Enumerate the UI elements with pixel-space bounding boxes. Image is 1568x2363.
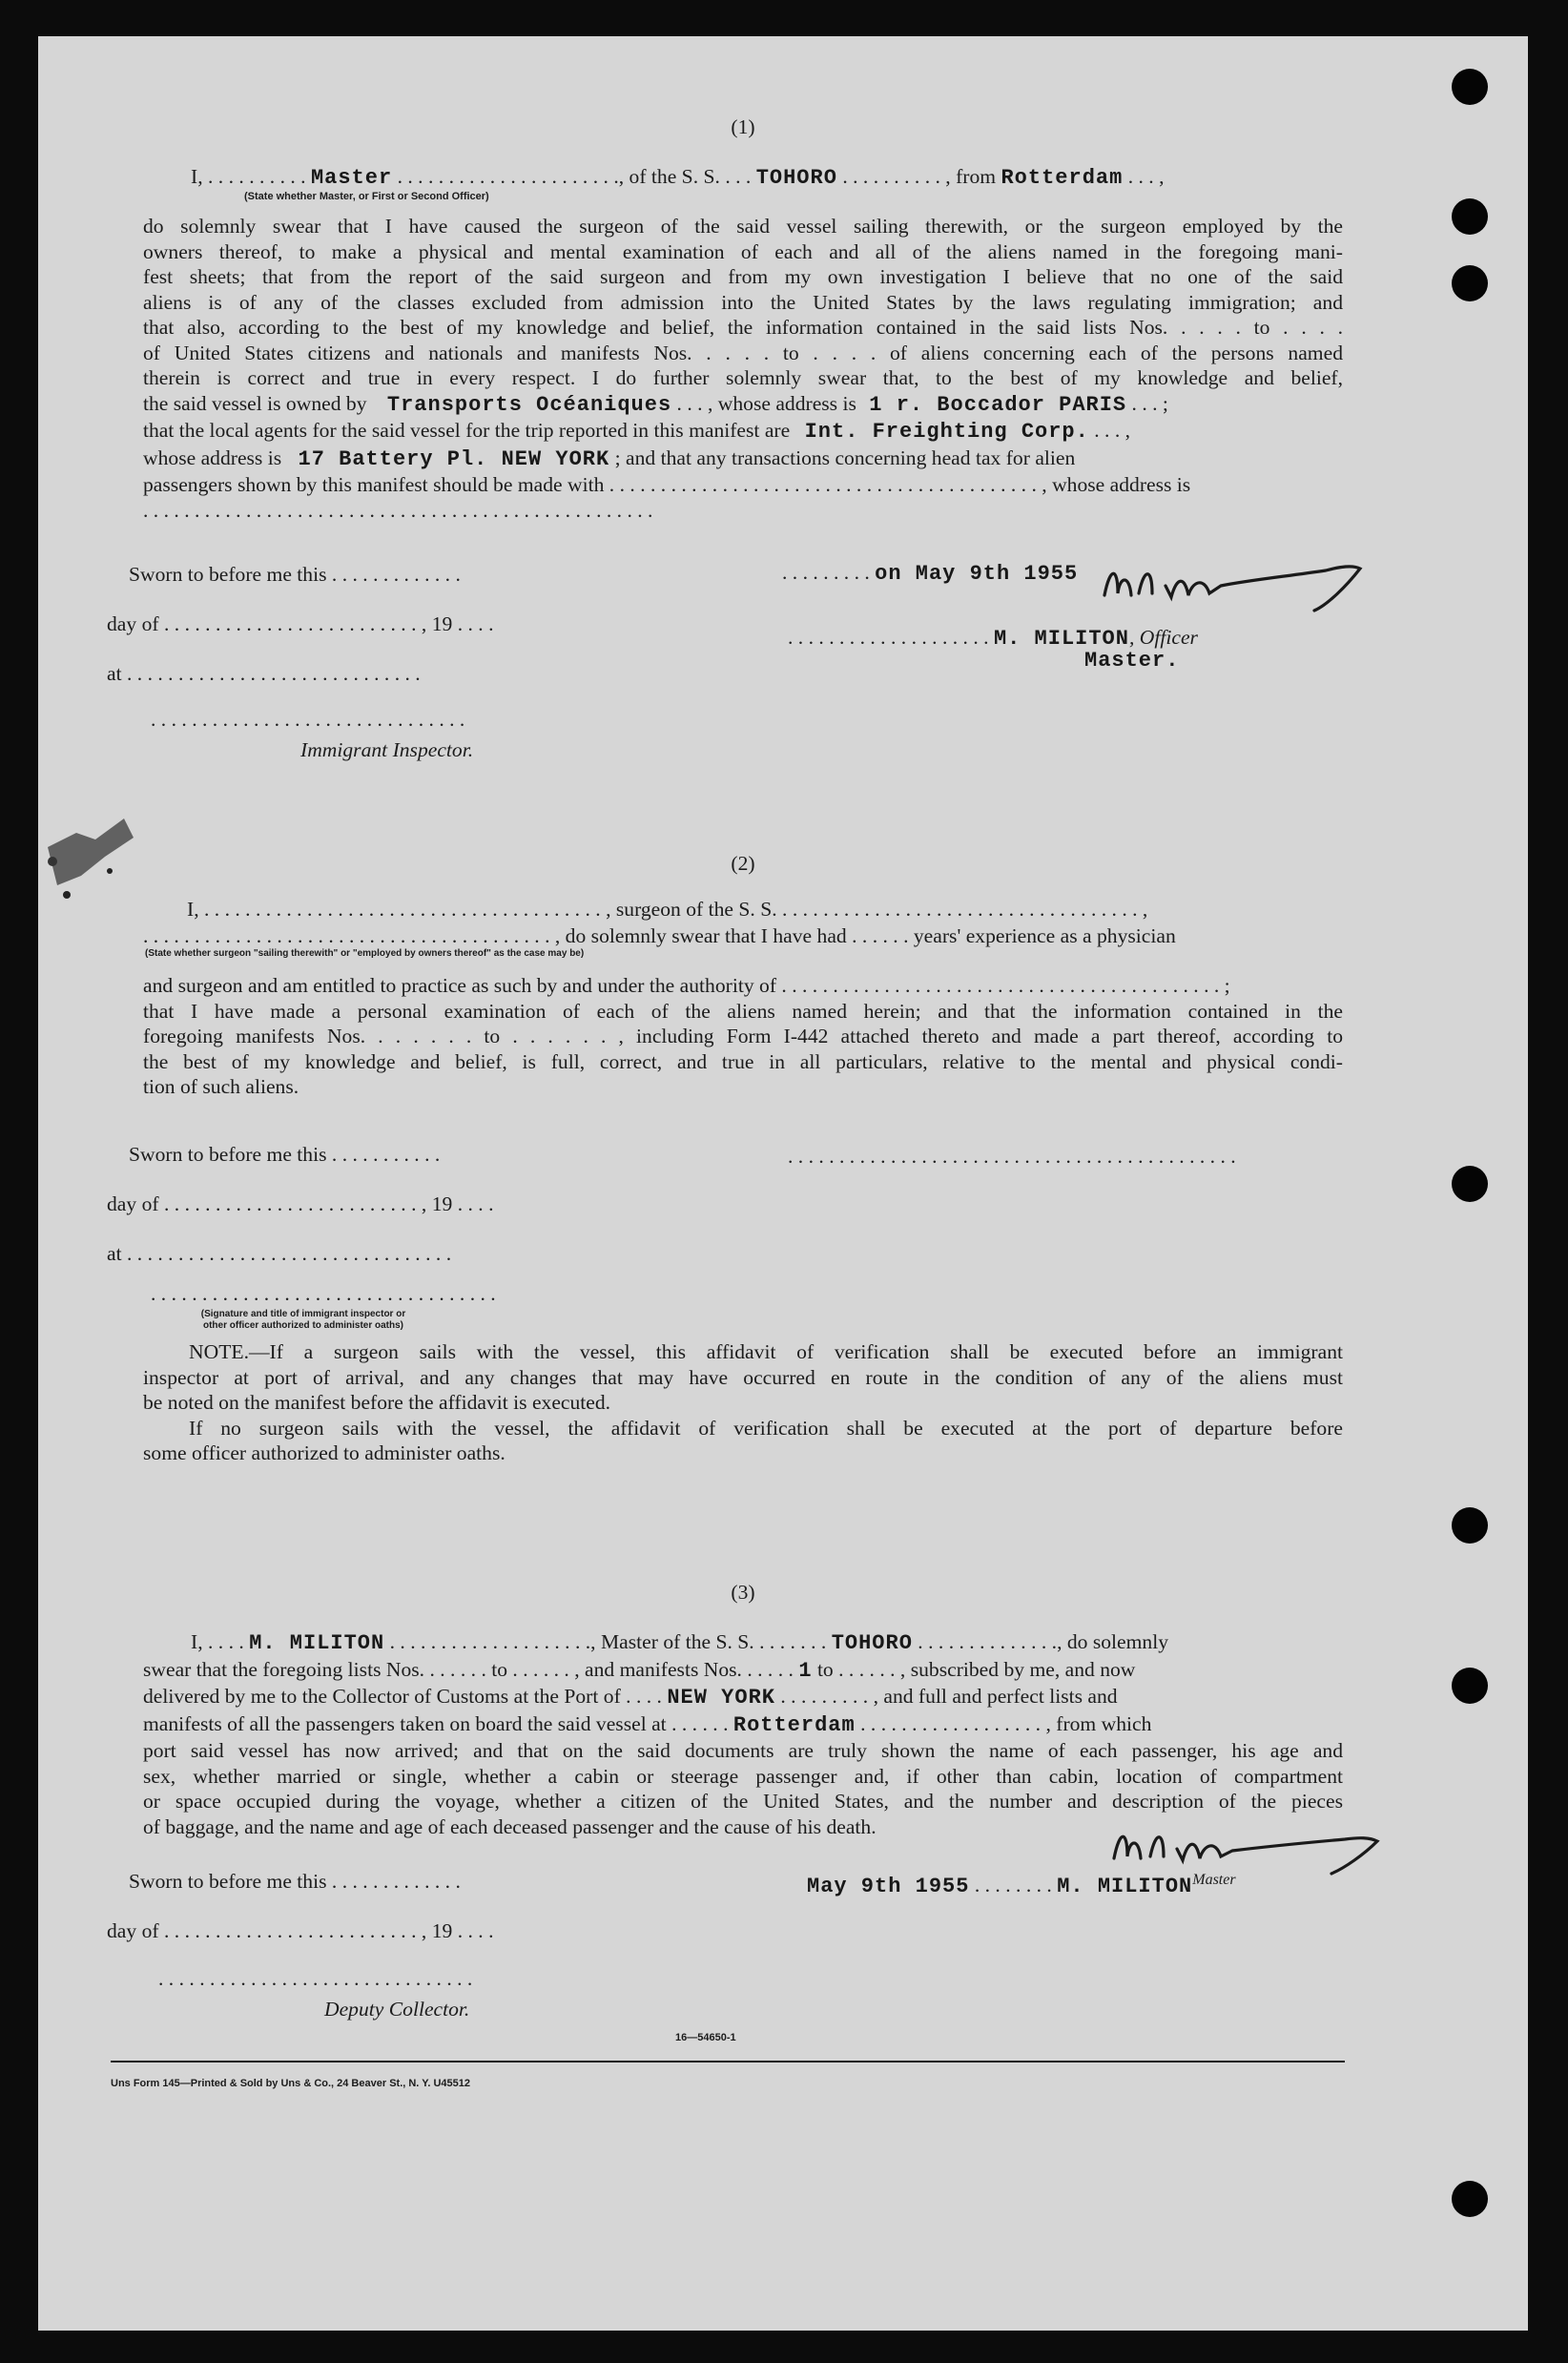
day-of-label: day of: [107, 612, 159, 635]
oath-line: sex, whether married or single, whether a cabin or steerage passenger and, if other than cabin, location of compartment: [143, 1764, 1343, 1788]
oath-i: I,: [191, 165, 203, 188]
section-2-oath-line: I, . . . . . . . . . . . . . . . . . . . . . . . . . . . . . . . . . . . . . . . , surgeon of the S. S. . . . . . . . . . . . . . . . . . . . . . . . . . . . . . . . . . . . ,: [187, 898, 1148, 921]
punch-hole: [1452, 198, 1488, 235]
day-of-line-2: day of . . . . . . . . . . . . . . . . . . . . . . . . . , 19 . . . .: [107, 1192, 494, 1215]
signature-caption-line: other officer authorized to administer oaths): [202, 1320, 404, 1331]
deputy-label: Deputy Collector.: [324, 1998, 470, 2021]
agents-address-label: whose address is: [143, 446, 282, 469]
surgeon-label: , surgeon of the S. S.: [606, 898, 777, 921]
punch-hole: [1452, 2181, 1488, 2217]
section-2-line-2: . . . . . . . . . . . . . . . . . . . . . . . . . . . . . . . . . . . . . . . . , do solemnly swear that I have had . . . . . . years' experience as a physician: [143, 924, 1176, 947]
sworn-label: Sworn to before me this: [129, 1143, 327, 1166]
day-of-label: day of: [107, 1919, 159, 1942]
owner-address-label: , whose address is: [707, 391, 856, 415]
owner-line: the said vessel is owned by Transports Océaniques . . . , whose address is 1 r. Boccador PARIS . . . ;: [143, 391, 1168, 417]
form-code: 16—54650-1: [675, 2032, 736, 2043]
oath-line: of baggage, and the name and age of each deceased passenger and the cause of his death.: [143, 1814, 877, 1838]
oath-line: of United States citizens and nationals and manifests Nos. . . . . to . . . . of aliens concerning each of the persons named: [143, 341, 1343, 364]
signature-line-2: . . . . . . . . . . . . . . . . . . . . . . . . . . . . . . . . . . . . . . . . . . . .: [788, 1145, 1236, 1168]
lists-label: swear that the foregoing lists Nos. . . . . . . to . . . . . . , and manifests Nos.: [143, 1657, 742, 1681]
oath-line: therein is correct and true in every respect. I do further solemnly swear that, to the best of my knowledge and belief,: [143, 366, 1343, 389]
footer-rule: [111, 2061, 1345, 2062]
punch-hole: [1452, 69, 1488, 105]
note-line: If no surgeon sails with the vessel, the affidavit of verification shall be executed at the port of departure before: [189, 1416, 1343, 1440]
date-line-1: . . . . . . . . . on May 9th 1955: [782, 561, 1079, 586]
passengers-label: passengers shown by this manifest should be made with: [143, 473, 605, 496]
deputy-signature-line: . . . . . . . . . . . . . . . . . . . . . . . . . . . . . . .: [158, 1967, 473, 1990]
sworn-label: Sworn to before me this: [129, 563, 327, 586]
subscribed-label: to . . . . . . , subscribed by me, and now: [816, 1657, 1136, 1681]
agents-label: that the local agents for the said vessel for the trip reported in this manifest are: [143, 419, 791, 442]
owner-label: the said vessel is owned by: [143, 391, 367, 415]
master-signature-line: May 9th 1955 . . . . . . . . M. $MILITON^{Master}$: [807, 1872, 1236, 1898]
master-caption: Master: [1192, 1872, 1236, 1888]
port-typed: NEW YORK: [667, 1686, 775, 1710]
oath-line: aliens is of any of the classes excluded from admission into the United States by the laws regulating immigration; and: [143, 290, 1343, 314]
year-label: , 19: [421, 1919, 453, 1942]
punch-hole: [1452, 1668, 1488, 1704]
solemnly-label: , do solemnly: [1057, 1630, 1169, 1653]
year-label: , 19: [421, 612, 453, 635]
date-typed: May 9th 1955: [807, 1875, 970, 1898]
oath-line: that also, according to the best of my knowledge and belief, the information contained in the said lists Nos. . . . . to . . . .: [143, 316, 1343, 339]
day-of-line-3: day of . . . . . . . . . . . . . . . . . . . . . . . . . , 19 . . . .: [107, 1919, 494, 1942]
section-3-line-2: swear that the foregoing lists Nos. . . . . . . to . . . . . . , and manifests Nos. . . . . . 1 to . . . . . . , subscribed by me, and now: [143, 1657, 1136, 1683]
rank-typed: Master: [310, 166, 393, 190]
surgeon-caption: (State whether surgeon "sailing therewith" or "employed by owners thereof" as the case may be): [145, 948, 585, 959]
at-label: at: [107, 1242, 122, 1265]
officer-rank-typed: Master.: [1084, 649, 1180, 673]
inspector-signature-line-2: . . . . . . . . . . . . . . . . . . . . . . . . . . . . . . . . . .: [151, 1282, 496, 1305]
note-block: [143, 1339, 1343, 1466]
section-3-line-4: manifests of all the passengers taken on board the said vessel at . . . . . . Rotterdam . . . . . . . . . . . . . . . . . . , from which: [143, 1711, 1152, 1737]
head-tax-label: ; and that any transactions concerning head tax for alien: [614, 446, 1076, 469]
master-label: , Master of the S. S.: [590, 1630, 754, 1653]
officer-name-typed: M. MILITON: [993, 627, 1129, 651]
passengers-line: passengers shown by this manifest should be made with . . . . . . . . . . . . . . . . . . . . . . . . . . . . . . . . . . . . . . . . . . , whose address is: [143, 473, 1191, 496]
authority-line: and surgeon and am entitled to practice as such by and under the authority of . . . . . . . . . . . . . . . . . . . . . . . . . . . . . . . . . . . . . . . . . . . ;: [143, 974, 1230, 997]
collector-label: delivered by me to the Collector of Customs at the Port of: [143, 1685, 621, 1708]
section-3-body: [143, 1629, 1343, 1839]
oath-line: do solemnly swear that I have caused the surgeon of the said vessel sailing therewith, or the surgeon employed by the: [143, 215, 1343, 238]
sworn-line-3: Sworn to before me this . . . . . . . . . . . . .: [129, 1870, 461, 1893]
lists-perfect-label: , and full and perfect lists and: [873, 1685, 1118, 1708]
punch-hole: [1452, 1166, 1488, 1202]
signature-caption: [179, 1309, 427, 1332]
inspector-signature-line: . . . . . . . . . . . . . . . . . . . . . . . . . . . . . . .: [151, 708, 465, 731]
officer-label: , Officer: [1128, 626, 1198, 649]
officer-line: . . . . . . . . . . . . . . . . . . . . M. MILITON, Officer: [788, 626, 1198, 651]
manifest-no-typed: 1: [798, 1658, 813, 1683]
note-line: inspector at port of arrival, and any changes that may have occurred en route in the condition of any of the aliens must: [143, 1365, 1343, 1389]
from-port-typed: Rotterdam: [732, 1712, 856, 1737]
oath-i: I,: [187, 898, 199, 921]
ink-smudge: [38, 780, 172, 914]
signature-caption-line: (Signature and title of immigrant inspector or: [200, 1309, 406, 1319]
oath-i: I,: [191, 1630, 203, 1653]
sworn-line-2: Sworn to before me this . . . . . . . . . . .: [129, 1143, 441, 1166]
section-2-number: (2): [731, 852, 755, 875]
punch-hole: [1452, 1507, 1488, 1544]
punch-hole: [1452, 265, 1488, 301]
owner-address-typed: 1 r. Boccador PARIS: [869, 392, 1127, 417]
section-2-body: [143, 973, 1343, 1100]
manifest-page: [38, 36, 1528, 2331]
section-3-oath-line: I, . . . . M. MILITON . . . . . . . . . . . . . . . . . . . ., Master of the S. S. . . . . . . . TOHORO . . . . . . . . . . . . . ., do solemnly: [191, 1630, 1169, 1655]
ship-name-typed: TOHORO: [831, 1631, 913, 1655]
oath-line: tion of such aliens.: [143, 1075, 299, 1098]
section-3-number: (3): [731, 1581, 755, 1604]
at-line-2: at . . . . . . . . . . . . . . . . . . . . . . . . . . . . . . . .: [107, 1242, 452, 1265]
sworn-label: Sworn to before me this: [129, 1870, 327, 1893]
passengers-address-label: , whose address is: [1042, 473, 1191, 496]
rank-caption: (State whether Master, or First or Second Officer): [244, 191, 489, 202]
date-typed: on May 9th 1955: [875, 562, 1079, 586]
agents-line: that the local agents for the said vessel for the trip reported in this manifest are Int. Freighting Corp. . . . ,: [143, 419, 1131, 444]
taken-on-board-label: manifests of all the passengers taken on board the said vessel at: [143, 1711, 667, 1735]
oath-line: port said vessel has now arrived; and that on the said documents are truly shown the name of each passenger, his age and: [143, 1739, 1343, 1762]
experience-label: , do solemnly swear that I have had . . . . . . years' experience as a physician: [554, 924, 1176, 947]
note-line: be noted on the manifest before the affidavit is executed.: [143, 1391, 611, 1414]
sworn-line-1: Sworn to before me this . . . . . . . . . . . . .: [129, 563, 461, 586]
inspector-label: Immigrant Inspector.: [300, 738, 474, 761]
section-1-oath-line: I, . . . . . . . . . . Master . . . . . . . . . . . . . . . . . . . . . ., of the S. S. . . . TOHORO . . . . . . . . . . , from Rotterdam . . . ,: [191, 165, 1165, 190]
signature: [1097, 548, 1393, 624]
dotted-line: . . . . . . . . . . . . . . . . . . . . . . . . . . . . . . . . . . . . . . . . . . . . . . . . . .: [143, 498, 653, 522]
master-sig-typed: M. MILITON: [1057, 1875, 1193, 1898]
oath-line: that I have made a personal examination of each of the aliens named herein; and that the information contained in the: [143, 999, 1343, 1023]
note-line: NOTE.—If a surgeon sails with the vessel, this affidavit of verification shall be executed before an immigrant: [189, 1340, 1343, 1363]
master-name-typed: M. MILITON: [249, 1631, 385, 1655]
owner-typed: Transports Océaniques: [386, 392, 672, 417]
section-1-number: (1): [731, 115, 755, 138]
authority-label: and surgeon and am entitled to practice as such by and under the authority of: [143, 974, 777, 997]
ship-name-typed: TOHORO: [755, 166, 837, 190]
printer-imprint: Uns Form 145—Printed & Sold by Uns & Co., 24 Beaver St., N. Y. U45512: [111, 2078, 470, 2089]
oath-line: foregoing manifests Nos. . . . . . . to . . . . . . , including Form I-442 attached thereto and made a part thereof, according to: [143, 1025, 1343, 1047]
agents-typed: Int. Freighting Corp.: [804, 420, 1089, 444]
oath-line: owners thereof, to make a physical and mental examination of each and all of the aliens named in the foregoing mani-: [143, 239, 1343, 263]
port-typed: Rotterdam: [1001, 166, 1124, 190]
day-of-line-1: day of . . . . . . . . . . . . . . . . . . . . . . . . . , 19 . . . .: [107, 612, 494, 635]
at-label: at: [107, 662, 122, 685]
at-line-1: at . . . . . . . . . . . . . . . . . . . . . . . . . . . . .: [107, 662, 421, 685]
oath-line: or space occupied during the voyage, whether a citizen of the United States, and the number and description of the pieces: [143, 1790, 1343, 1813]
day-of-label: day of: [107, 1192, 159, 1215]
from-label: , from: [945, 165, 997, 188]
oath-line: fest sheets; that from the report of the said surgeon and from my own investigation I believe that no one of the said: [143, 265, 1343, 288]
section-3-line-3: delivered by me to the Collector of Customs at the Port of . . . . NEW YORK . . . . . . . . . , and full and perfect lists and: [143, 1685, 1118, 1710]
oath-line: the best of my knowledge and belief, is full, correct, and true in all particulars, relative to the mental and physical condi-: [143, 1049, 1343, 1073]
agents-address-line: [143, 446, 1343, 473]
agents-address-typed: 17 Battery Pl. NEW YORK: [298, 446, 610, 471]
ship-label: , of the S. S.: [618, 165, 720, 188]
section-1-body: [143, 214, 1343, 523]
note-line: some officer authorized to administer oaths.: [143, 1441, 505, 1464]
year-label: , 19: [421, 1192, 453, 1215]
from-which-label: , from which: [1045, 1711, 1152, 1735]
